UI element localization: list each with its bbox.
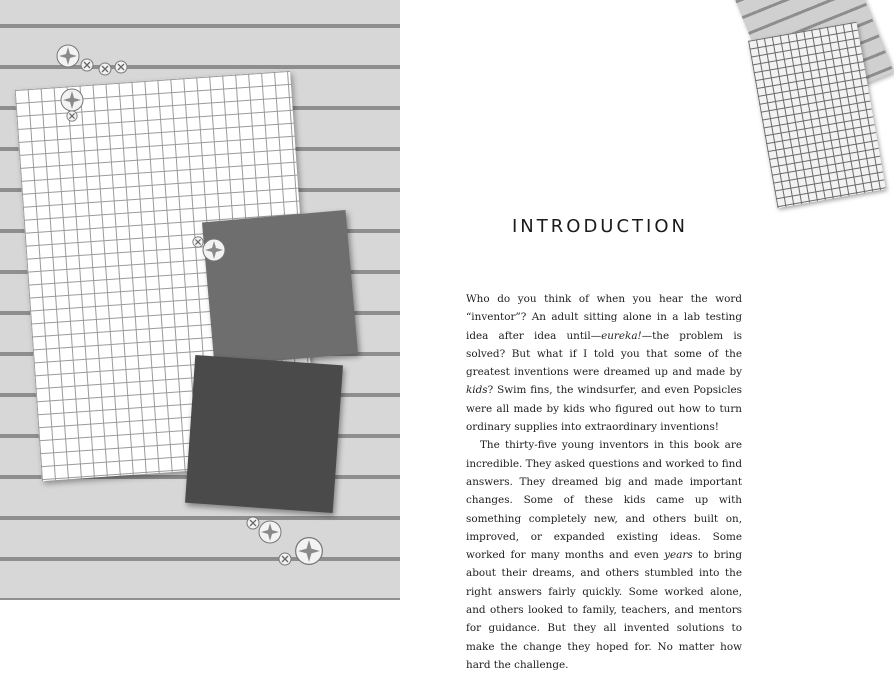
chapter-title: INTRODUCTION: [512, 216, 688, 237]
sticky-note-dark: [185, 355, 343, 513]
emphasis-text: kids: [466, 384, 488, 397]
text-run: —the problem is solved? But what if I told you that some of the greatest inventions were dreamed up and made by: [466, 329, 742, 379]
x-icon: [80, 58, 94, 72]
x-icon: [98, 62, 112, 76]
sparkle-icon: [200, 236, 228, 264]
sparkle-icon: [292, 534, 326, 568]
text-page: [400, 0, 800, 671]
x-icon: [278, 552, 292, 566]
text-run: to bring about their dreams, and others stumbled into the right answers fairly quickly. Some worked alone, and others looked to family, teachers, and mentors for guidance. But they all invented solutions to make the change they hoped for. No matter how hard the challenge.: [466, 549, 743, 671]
sparkle-icon: [54, 42, 82, 70]
x-icon: [114, 60, 128, 74]
sticky-note-gray: [202, 210, 358, 366]
illustration-panel: [0, 0, 400, 600]
body-text: [466, 290, 742, 674]
emphasis-text: eureka!: [601, 329, 642, 342]
text-run: The thirty-five young inventors in this book are incredible. They asked questions and worked to find answers. They dreamed big and made important changes. Some of these kids came up with something completely new, and others built on, improved, or expanded existing ideas. Some worked for many months and even: [466, 439, 742, 562]
sparkle-icon: [256, 518, 284, 546]
paragraph-2: [466, 436, 742, 674]
text-run: ? Swim fins, the windsurfer, and even Popsicles were all made by kids who figured out how to turn ordinary supplies into extraordinary inventions!: [466, 384, 742, 434]
paragraph-1: [466, 290, 742, 436]
x-icon: [66, 110, 78, 122]
text-run: Who do you think of when you hear the word “inventor”? An adult sitting alone in a lab testing idea after idea until—: [466, 293, 742, 342]
emphasis-text: years: [664, 549, 693, 562]
